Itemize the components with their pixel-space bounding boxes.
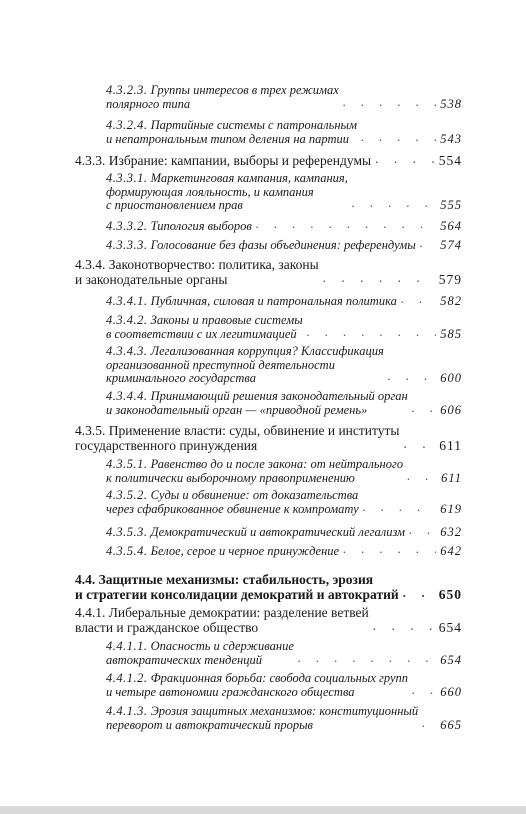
dot-leader [352,197,436,211]
toc-entry-4-3-2-4[interactable] [106,119,462,146]
toc-entry-4-3-5-3[interactable] [106,524,462,540]
dot-leader [375,151,435,166]
toc-entry-title: 4.3.4.3. Легализованная коррупция? Классификация организованной преступной деятельности криминального государства [106,344,384,385]
toc-entry-4-4-1[interactable] [75,605,462,635]
page-number: 642 [440,544,462,558]
dot-leader [407,470,437,484]
toc-entry-4-3-4[interactable] [75,257,462,287]
dot-leader [343,96,436,110]
toc-entry-title: 4.3.3. Избрание: кампании, выборы и референдумы [75,153,372,168]
toc-entry-4-3-3[interactable] [75,151,462,168]
page-number: 650 [438,587,462,602]
toc-entry-title: 4.3.3.2. Типология выборов [106,219,252,233]
dot-leader [363,501,437,515]
dot-leader [422,717,436,731]
page-number: 600 [440,371,462,385]
toc-entry-title: 4.3.4.2. Законы и правовые системы в соответствии с их легитимацией [106,313,303,341]
dot-leader [361,131,436,145]
toc-entry-4-3-5-2[interactable] [106,489,462,516]
page-number: 543 [440,131,462,146]
toc-entry-4-3-4-1[interactable] [106,293,462,309]
page-number: 660 [440,684,462,699]
toc-entry-4-3-4-2[interactable] [106,314,462,341]
toc-entry-title: 4.3.5.1. Равенство до и после закона: от нейтрального к политически выборочному правоприменению [106,457,404,485]
dot-leader [373,618,435,633]
dot-leader [412,402,436,416]
page-number: 574 [440,238,462,252]
dot-leader [307,326,437,340]
toc-entry-title: 4.4.1. Либеральные демократии: разделение ветвей власти и гражданское общество [75,605,369,635]
toc-entry-4-4-1-2[interactable] [106,672,462,699]
toc-entry-title: 4.3.5.4. Белое, серое и черное принуждение [106,544,340,558]
toc-entry-title: 4.3.5.3. Демократический и автократический легализм [106,525,406,539]
dot-leader [298,652,436,666]
toc-entry-title: 4.3.3.3. Голосование без фазы объединения: референдумы [106,238,416,252]
page-number: 632 [440,525,462,539]
toc-entry-4-3-5-4[interactable] [106,543,462,559]
toc-entry-title: 4.4.1.3. Эрозия защитных механизмов: конституционный переворот и автократический прорыв [106,704,419,732]
toc-entry-title: 4.3.3.1. Маркетинговая кампания, кампания, формирующая лояльность, и кампания с приостановлением прав [106,171,348,212]
page-number: 555 [440,198,462,212]
dot-leader [403,585,435,600]
page-number: 619 [440,501,462,516]
dot-leader [323,270,435,285]
toc-entry-title: 4.4.1.1. Опасность и сдерживание автократических тенденций [106,639,294,667]
toc-entry-title: 4.3.4.1. Публичная, силовая и патрональная политика [106,294,397,308]
toc-entry-4-4[interactable] [75,572,462,602]
dot-leader [403,436,435,451]
dot-leader [420,237,437,251]
toc-entry-4-3-4-3[interactable] [106,345,462,386]
toc-entry-title: 4.3.5. Применение власти: суды, обвинение и институты государственного принуждения [75,423,400,453]
toc-entry-title: 4.3.4.4. Принимающий решения законодательный орган и законодательный орган — «приводной ремень» [106,389,408,417]
page-number: 579 [438,272,462,287]
toc-entry-4-3-3-3[interactable] [106,237,462,253]
dot-leader [343,543,436,557]
page-number: 582 [440,294,462,308]
page-number: 585 [440,326,462,341]
toc-entry-4-3-5-1[interactable] [106,458,462,485]
toc-entry-title: 4.3.5.2. Суды и обвинение: от доказательства через сфабрикованное обвинение к компромату [106,488,359,516]
toc-entry-title: 4.3.2.4. Партийные системы с патрональным и непатрональным типом деления на партии [106,118,357,146]
toc-entry-4-3-5[interactable] [75,423,462,453]
toc-entry-4-3-3-1[interactable] [106,172,462,213]
toc-entry-title: 4.4. Защитные механизмы: стабильность, эрозия и стратегии консолидации демократий и автократий [75,572,399,602]
dot-leader [409,524,436,538]
toc-entry-title: 4.3.4. Законотворчество: политика, законы и законодательные органы [75,257,319,287]
page-number: 654 [438,620,462,635]
page-number: 538 [440,96,462,111]
page-number: 564 [440,219,462,233]
toc-entry-title: 4.4.1.2. Фракционная борьба: свобода социальных групп и четыре автономии гражданского общества [106,671,409,699]
page-number: 654 [440,652,462,667]
toc-entry-4-3-3-2[interactable] [106,218,462,234]
page-number: 665 [440,717,462,732]
page-number: 611 [441,470,462,485]
viewer-bottom-edge [0,806,526,814]
toc-entry-4-4-1-3[interactable] [106,705,462,732]
dot-leader [412,684,436,698]
dot-leader [401,293,436,307]
toc-entry-4-3-4-4[interactable] [106,390,462,417]
page-number: 606 [440,402,462,417]
page-number: 554 [438,153,462,168]
toc-entry-title: 4.3.2.3. Группы интересов в трех режимах полярного типа [106,83,339,111]
toc-entry-4-4-1-1[interactable] [106,640,462,667]
dot-leader [256,218,436,232]
toc-entry-4-3-2-3[interactable] [106,84,462,111]
page-number: 611 [439,438,462,453]
dot-leader [388,370,436,384]
